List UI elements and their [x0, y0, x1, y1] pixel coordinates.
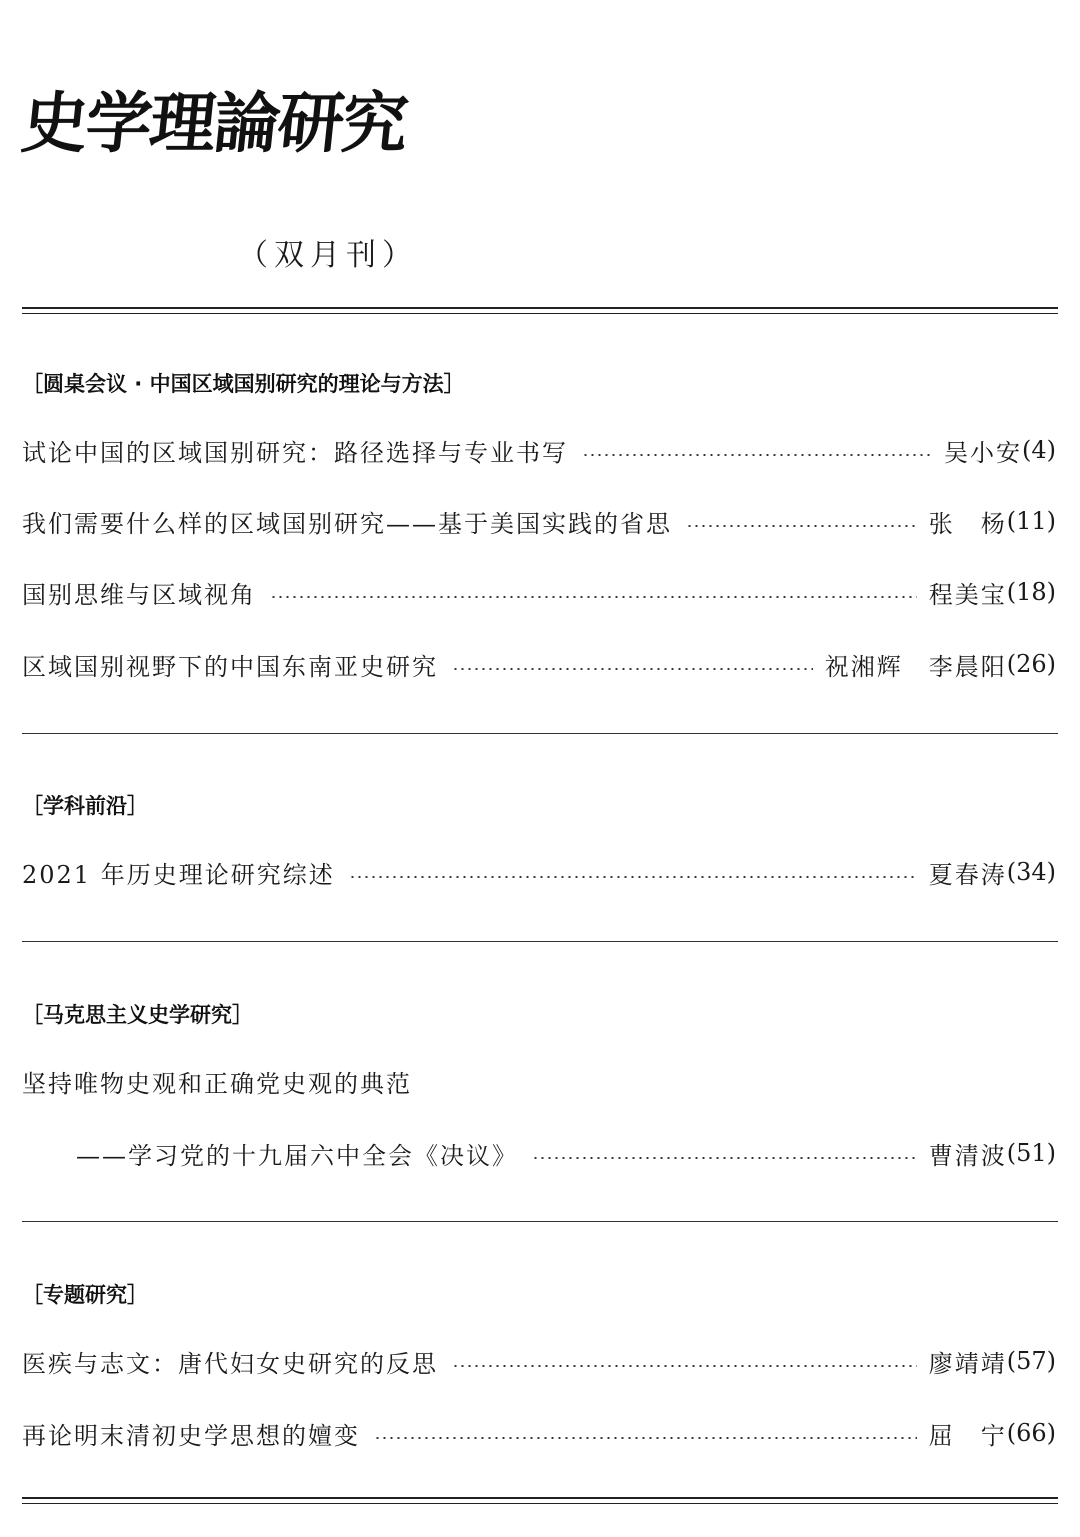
section-heading-frontier: ［学科前沿］ — [22, 794, 148, 818]
toc-entry[interactable] — [22, 1413, 1056, 1453]
entry-title: 试论中国的区域国别研究：路径选择与专业书写 — [22, 438, 568, 467]
entry-author: 曹清波 — [928, 1141, 1007, 1170]
dot-leader — [686, 525, 917, 527]
section-divider — [22, 1221, 1058, 1222]
entry-author: 程美宝 — [928, 580, 1007, 609]
entry-author: 祝湘辉 李晨阳 — [824, 652, 1007, 681]
entry-page: (4) — [1022, 436, 1056, 464]
dot-leader — [374, 1437, 917, 1439]
dot-leader — [349, 876, 917, 878]
entry-page: (11) — [1006, 507, 1056, 535]
toc-entry[interactable] — [22, 644, 1056, 684]
toc-entry[interactable] — [22, 1341, 1056, 1381]
entry-page: (57) — [1006, 1347, 1056, 1375]
toc-entry[interactable] — [22, 501, 1056, 541]
journal-logo: 史学理論研究 — [17, 84, 411, 162]
toc-entry[interactable] — [22, 852, 1056, 892]
dot-leader — [452, 668, 813, 670]
entry-title: 医疾与志文：唐代妇女史研究的反思 — [22, 1349, 438, 1378]
entry-title: 我们需要什么样的区域国别研究——基于美国实践的省思 — [22, 509, 672, 538]
dot-leader — [270, 596, 917, 598]
entry-title: 区域国别视野下的中国东南亚史研究 — [22, 652, 438, 681]
entry-author: 屈 宁 — [928, 1421, 1007, 1450]
dot-leader — [582, 454, 932, 456]
section-divider — [22, 941, 1058, 942]
frequency-label: （双月刊） — [238, 238, 418, 273]
entry-author: 廖靖靖 — [928, 1349, 1007, 1378]
top-double-rule — [22, 307, 1058, 314]
entry-title[interactable]: 坚持唯物史观和正确党史观的典范 — [22, 1070, 412, 1098]
dot-leader — [532, 1157, 917, 1159]
entry-page: (26) — [1006, 650, 1056, 678]
entry-author: 张 杨 — [928, 509, 1007, 538]
dot-leader — [452, 1365, 917, 1367]
entry-page: (66) — [1006, 1419, 1056, 1447]
toc-entry[interactable] — [22, 430, 1056, 470]
entry-title: 再论明末清初史学思想的嬗变 — [22, 1421, 360, 1450]
entry-page: (18) — [1006, 578, 1056, 606]
entry-page: (34) — [1006, 858, 1056, 886]
bottom-double-rule — [22, 1497, 1058, 1504]
entry-subtitle: ——学习党的十九届六中全会《决议》 — [76, 1141, 518, 1170]
section-heading-marxist: ［马克思主义史学研究］ — [22, 1003, 253, 1027]
entry-author: 夏春涛 — [928, 860, 1007, 889]
section-heading-roundtable: ［圆桌会议 · 中国区域国别研究的理论与方法］ — [22, 372, 465, 396]
entry-author: 吴小安 — [944, 438, 1022, 467]
section-divider — [22, 733, 1058, 734]
entry-title: 2021 年历史理论研究综述 — [22, 860, 335, 889]
entry-title: 国别思维与区域视角 — [22, 580, 256, 609]
toc-entry[interactable] — [76, 1133, 1056, 1173]
entry-page: (51) — [1006, 1139, 1056, 1167]
toc-entry[interactable] — [22, 572, 1056, 612]
section-heading-special: ［专题研究］ — [22, 1283, 148, 1307]
